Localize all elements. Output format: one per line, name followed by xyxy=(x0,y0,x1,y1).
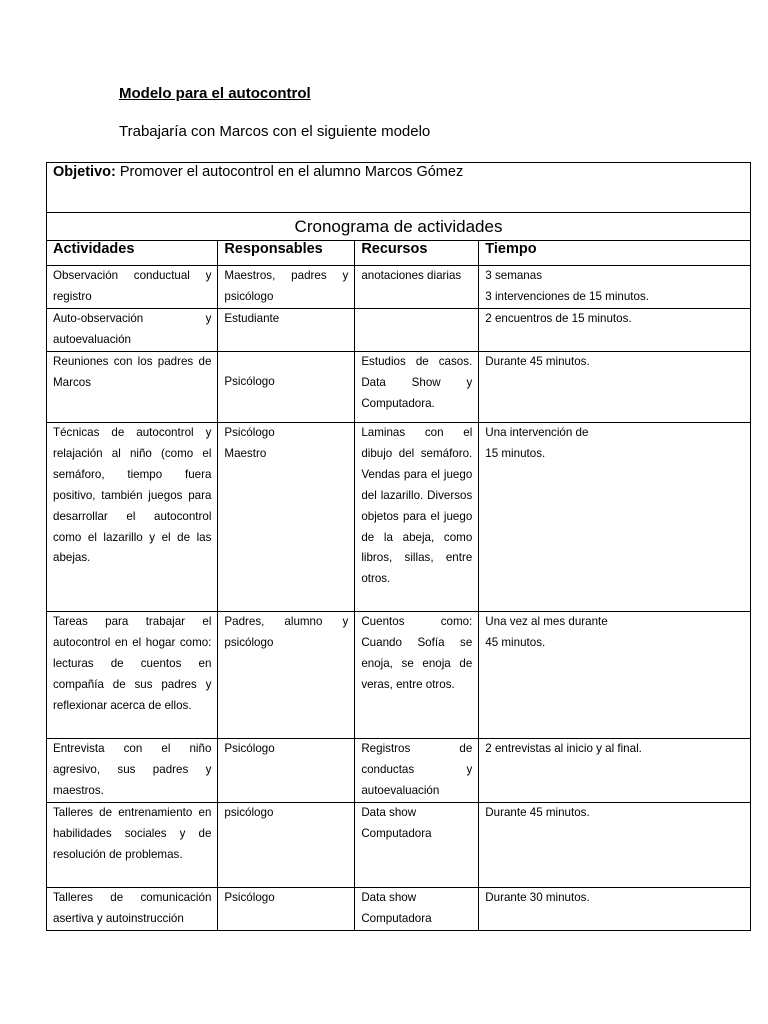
table-row xyxy=(47,612,751,739)
cell-recursos xyxy=(355,888,479,931)
cell-line: Maestro xyxy=(224,446,267,460)
objective-text: Promover el autocontrol en el alumno Marcos Gómez xyxy=(115,164,464,180)
cell-line: Durante 45 minutos. xyxy=(485,806,590,819)
header-row xyxy=(47,241,751,266)
cell-line: Computadora xyxy=(361,826,432,840)
cell-tiempo xyxy=(479,612,751,739)
header-tiempo: Tiempo xyxy=(479,241,751,266)
cell-line: Durante 45 minutos. xyxy=(485,355,590,368)
table-caption: Cronograma de actividades xyxy=(47,213,751,241)
cell-actividad: Tareas para trabajar el autocontrol en el hogar como: lecturas de cuentos en compañía de sus padres y reflexionar acerca de ellos. xyxy=(47,612,218,739)
cell-line: Una intervención de xyxy=(485,426,589,439)
header-responsables: Responsables xyxy=(218,241,355,266)
cell-recursos: Registros de conductas y autoevaluación xyxy=(355,739,479,803)
cell-line: Data show xyxy=(361,806,417,819)
cell-line: 2 encuentros de 15 minutos. xyxy=(485,312,632,325)
cell-line: 15 minutos. xyxy=(485,446,546,460)
header-recursos: Recursos xyxy=(355,241,479,266)
cell-responsables xyxy=(218,423,355,612)
objective-row xyxy=(47,163,751,213)
cell-recursos xyxy=(355,309,479,352)
cell-responsables: Psicólogo xyxy=(218,888,355,931)
cell-line: Computadora xyxy=(361,911,432,925)
cell-actividad: Auto-observación y autoevaluación xyxy=(47,309,218,352)
cell-responsables: Psicólogo xyxy=(218,352,355,423)
document-title: Modelo para el autocontrol xyxy=(119,85,311,102)
cell-line: 3 intervenciones de 15 minutos. xyxy=(485,289,649,303)
activity-schedule-table xyxy=(46,162,751,931)
intro-text: Trabajaría con Marcos con el siguiente modelo xyxy=(119,123,431,140)
table-row xyxy=(47,888,751,931)
cell-tiempo xyxy=(479,309,751,352)
cell-tiempo xyxy=(479,888,751,931)
cell-recursos: Estudios de casos. Data Show y Computadora. xyxy=(355,352,479,423)
cell-responsables: Padres, alumno y psicólogo xyxy=(218,612,355,739)
table-row xyxy=(47,803,751,888)
cell-tiempo xyxy=(479,739,751,803)
cell-tiempo xyxy=(479,352,751,423)
cell-responsables: Maestros, padres y psicólogo xyxy=(218,266,355,309)
cell-actividad: Talleres de entrenamiento en habilidades sociales y de resolución de problemas. xyxy=(47,803,218,888)
cell-tiempo xyxy=(479,266,751,309)
cell-tiempo xyxy=(479,423,751,612)
objective-cell xyxy=(47,163,751,213)
cell-actividad: Técnicas de autocontrol y relajación al niño (como el semáforo, tiempo fuera positivo, también juegos para desarrollar el autocontrol como el lazarillo y el de las abejas. xyxy=(47,423,218,612)
cell-recursos xyxy=(355,803,479,888)
cell-actividad: Observación conductual y registro xyxy=(47,266,218,309)
objective-label: Objetivo: xyxy=(53,164,116,180)
header-actividades: Actividades xyxy=(47,241,218,266)
caption-row xyxy=(47,213,751,241)
cell-actividad: Entrevista con el niño agresivo, sus padres y maestros. xyxy=(47,739,218,803)
cell-responsables: psicólogo xyxy=(218,803,355,888)
cell-recursos: Laminas con el dibujo del semáforo. Vendas para el juego del lazarillo. Diversos objetos para el juego de la abeja, como libros, sillas, entre otros. xyxy=(355,423,479,612)
table-row xyxy=(47,739,751,803)
cell-recursos: Cuentos como: Cuando Sofía se enoja, se enoja de veras, entre otros. xyxy=(355,612,479,739)
cell-responsables: Psicólogo xyxy=(218,739,355,803)
cell-tiempo xyxy=(479,803,751,888)
table-row xyxy=(47,352,751,423)
table-row xyxy=(47,309,751,352)
cell-line: Psicólogo xyxy=(224,426,275,439)
table-row xyxy=(47,266,751,309)
cell-responsables: Estudiante xyxy=(218,309,355,352)
cell-line: Durante 30 minutos. xyxy=(485,891,590,904)
cell-line: 3 semanas xyxy=(485,269,542,282)
cell-actividad: Talleres de comunicación asertiva y autoinstrucción xyxy=(47,888,218,931)
table-row xyxy=(47,423,751,612)
cell-actividad: Reuniones con los padres de Marcos xyxy=(47,352,218,423)
cell-line: Data show xyxy=(361,891,417,904)
cell-recursos: anotaciones diarias xyxy=(355,266,479,309)
cell-line: 2 entrevistas al inicio y al final. xyxy=(485,742,642,755)
cell-line: 45 minutos. xyxy=(485,635,546,649)
cell-line: Una vez al mes durante xyxy=(485,615,608,628)
